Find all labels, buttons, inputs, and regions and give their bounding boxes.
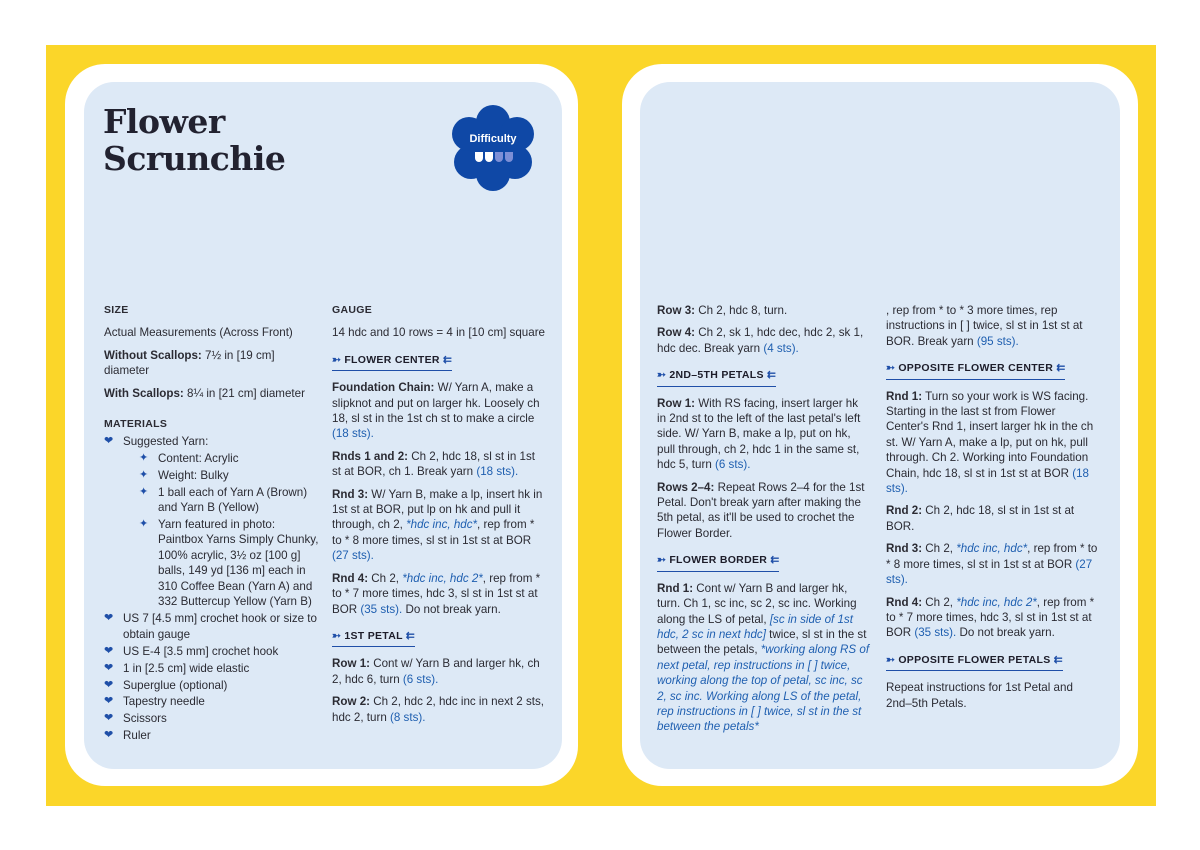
section-heading-opposite-center: ➳ OPPOSITE FLOWER CENTER ⇇: [886, 361, 1065, 379]
list-item: ✦ Yarn featured in photo: Paintbox Yarns Simply Chunky, 100% acrylic, 3½ oz [100 g] balls, 149 yd [136 m] each in 310 Coffee Bean (Yarn A) and 332 Buttercup Yellow (Yarn B): [139, 517, 319, 608]
arrow-right-icon: ➳: [332, 353, 345, 366]
arrow-left-icon: ⇇: [439, 353, 453, 366]
arrow-right-icon: ➳: [657, 369, 670, 382]
section-heading-1st-petal: ➳ 1ST PETAL ⇇: [332, 629, 415, 647]
heart-bullet-icon: ❤: [104, 695, 114, 708]
materials-list: [104, 434, 319, 743]
list-item: ❤ US 7 [4.5 mm] crochet hook or size to obtain gauge: [104, 612, 317, 641]
size-without: Without Scallops: 7½ in [19 cm] diameter: [104, 348, 275, 378]
sparkle-bullet-icon: ✦: [139, 517, 149, 530]
border-rnd-1-part-2: , rep from * to * 3 more times, rep instructions in [ ] twice, sl st in 1st st at BOR. Break yarn (95 sts).: [886, 304, 1083, 348]
size-with: With Scallops: 8¼ in [21 cm] diameter: [104, 386, 305, 400]
column-petals-border: [657, 303, 870, 742]
column-opposite: [886, 303, 1098, 718]
heart-bullet-icon: ❤: [104, 661, 114, 674]
difficulty-level-2: [485, 152, 493, 162]
heart-bullet-icon: ❤: [104, 644, 114, 657]
list-item: ❤ Scissors: [104, 712, 167, 726]
list-item: ❤ 1 in [2.5 cm] wide elastic: [104, 661, 250, 675]
arrow-left-icon: ⇇: [1053, 362, 1066, 375]
opp-petals-text: Repeat instructions for 1st Petal and 2nd–5th Petals.: [886, 681, 1073, 710]
page-title: Flower Scrunchie: [103, 102, 286, 178]
sparkle-bullet-icon: ✦: [139, 485, 149, 498]
difficulty-level-3: [495, 152, 503, 162]
gauge-heading: GAUGE: [332, 304, 373, 316]
opp-rnd-3: Rnd 3: Ch 2, *hdc inc, hdc*, rep from * to * 8 more times, sl st in 1st st at BOR (27 sts).: [886, 542, 1098, 587]
heart-bullet-icon: ❤: [104, 612, 114, 625]
rnd-4: Rnd 4: Ch 2, *hdc inc, hdc 2*, rep from * to * 7 more times, hdc 3, sl st in 1st st at BOR (35 sts). Do not break yarn.: [332, 571, 541, 616]
arrow-right-icon: ➳: [886, 653, 899, 666]
section-heading-flower-border: ➳ FLOWER BORDER ⇇: [657, 553, 779, 571]
column-size-materials: [104, 303, 319, 745]
rnd-3: Rnd 3: W/ Yarn B, make a lp, insert hk in 1st st at BOR, put lp on hk and pull it through, ch 2, *hdc inc, hdc*, rep from * to * 8 more times, sl st in 1st st at BOR (27 sts).: [332, 487, 543, 563]
arrow-left-icon: ⇇: [1050, 653, 1063, 666]
arrow-right-icon: ➳: [886, 362, 899, 375]
size-actual: Actual Measurements (Across Front): [104, 326, 293, 340]
difficulty-level-4: [505, 152, 513, 162]
section-heading-flower-center: ➳ FLOWER CENTER ⇇: [332, 353, 452, 371]
column-gauge-center: [332, 303, 545, 732]
opp-rnd-1: Rnd 1: Turn so your work is WS facing. Starting in the last st from Flower Center's Rnd 1, insert larger hk in the ch st. W/ Yarn A, make a lp, put on hk, pull through. Ch 2. Working into Foundation Chain, hdc 18, sl st in 1st st at BOR (18 sts).: [886, 389, 1094, 496]
gauge-text: 14 hdc and 10 rows = 4 in [10 cm] square: [332, 326, 546, 340]
section-heading-2nd-5th-petals: ➳ 2ND–5TH PETALS ⇇: [657, 368, 776, 386]
sparkle-bullet-icon: ✦: [139, 451, 149, 464]
petal-row-1: Row 1: Cont w/ Yarn B and larger hk, ch 2, hdc 6, turn (6 sts).: [332, 657, 540, 686]
list-item: ❤ Suggested Yarn: ✦ Content: Acrylic ✦ Weight: Bulky ✦ 1 ball each of Yarn A (Brown) and Yarn B (Yellow) ✦ Yarn featured in photo: Paintbox Yarns Simply Chunky, 100% acrylic, 3½ oz [100 g] balls, 149 yd [136 m] each in 310 Coffee Bean (Yarn A) and 332 Buttercup Yellow (Yarn B): [104, 435, 319, 608]
rnds-1-2: Rnds 1 and 2: Ch 2, hdc 18, sl st in 1st st at BOR, ch 1. Break yarn (18 sts).: [332, 449, 535, 479]
heart-bullet-icon: ❤: [104, 729, 114, 742]
difficulty-label: Difficulty: [469, 133, 517, 145]
sparkle-bullet-icon: ✦: [139, 468, 149, 481]
difficulty-level-1: [475, 152, 483, 162]
yarn-sublist: [123, 451, 319, 610]
materials-heading: MATERIALS: [104, 418, 168, 431]
petal-row-4: Row 4: Ch 2, sk 1, hdc dec, hdc 2, sk 1, hdc dec. Break yarn (4 sts).: [657, 326, 864, 355]
opp-rnd-4: Rnd 4: Ch 2, *hdc inc, hdc 2*, rep from * to * 7 more times, hdc 3, sl st in 1st st at BOR (35 sts). Do not break yarn.: [886, 595, 1095, 640]
heart-bullet-icon: ❤: [104, 678, 114, 691]
petals-row-1: Row 1: With RS facing, insert larger hk in 2nd st to the left of the last petal's left side. W/ Yarn B, make a lp, put on hk, pull through, ch 2, hdc 1 in the same st, hdc 5, turn (6 sts).: [657, 396, 861, 472]
heart-bullet-icon: ❤: [104, 712, 114, 725]
section-heading-opposite-petals: ➳ OPPOSITE FLOWER PETALS ⇇: [886, 653, 1063, 671]
arrow-right-icon: ➳: [332, 629, 345, 642]
list-item: ❤ Tapestry needle: [104, 695, 205, 709]
petal-row-3: Row 3: Ch 2, hdc 8, turn.: [657, 304, 788, 317]
size-heading: SIZE: [104, 304, 129, 316]
petals-rows-2-4: Rows 2–4: Repeat Rows 2–4 for the 1st Petal. Don't break yarn after making the 5th petal, as it'll be used to crochet the Flower Border.: [657, 480, 865, 540]
border-rnd-1-part-1: Rnd 1: Cont w/ Yarn B and larger hk, turn. Ch 1, sc inc, sc 2, sc inc. Working along the LS of petal, [sc in side of 1st hdc, 2 sc in next hdc] twice, sl st in the st between the petals, *working along RS of next petal, rep instructions in [ ] twice, working along the top of petal, sc inc, sc 2, sc inc. Working along LS of the petal, rep instructions in [ ] twice, sl st in the st between the petals*: [657, 581, 870, 734]
foundation-chain: Foundation Chain: W/ Yarn A, make a slipknot and put on larger hk. Loosely ch 18, sl st in the 1st ch st to make a circle (18 sts).: [332, 381, 540, 441]
opp-rnd-2: Rnd 2: Ch 2, hdc 18, sl st in 1st st at BOR.: [886, 504, 1075, 533]
petal-row-2: Row 2: Ch 2, hdc 2, hdc inc in next 2 sts, hdc 2, turn (8 sts).: [332, 695, 545, 724]
list-item: ✦ 1 ball each of Yarn A (Brown) and Yarn B (Yellow): [139, 485, 308, 515]
arrow-left-icon: ⇇: [763, 369, 777, 382]
list-item: ✦ Weight: Bulky: [139, 468, 229, 482]
list-item: ❤ US E-4 [3.5 mm] crochet hook: [104, 644, 279, 658]
list-item: ❤ Ruler: [104, 729, 151, 743]
list-item: ✦ Content: Acrylic: [139, 451, 239, 465]
heart-bullet-icon: ❤: [104, 435, 114, 448]
difficulty-badge: [443, 102, 543, 192]
flower-badge-icon: [452, 105, 534, 191]
arrow-left-icon: ⇇: [767, 554, 780, 567]
arrow-right-icon: ➳: [657, 554, 670, 567]
list-item: ❤ Superglue (optional): [104, 678, 228, 692]
arrow-left-icon: ⇇: [402, 629, 415, 642]
